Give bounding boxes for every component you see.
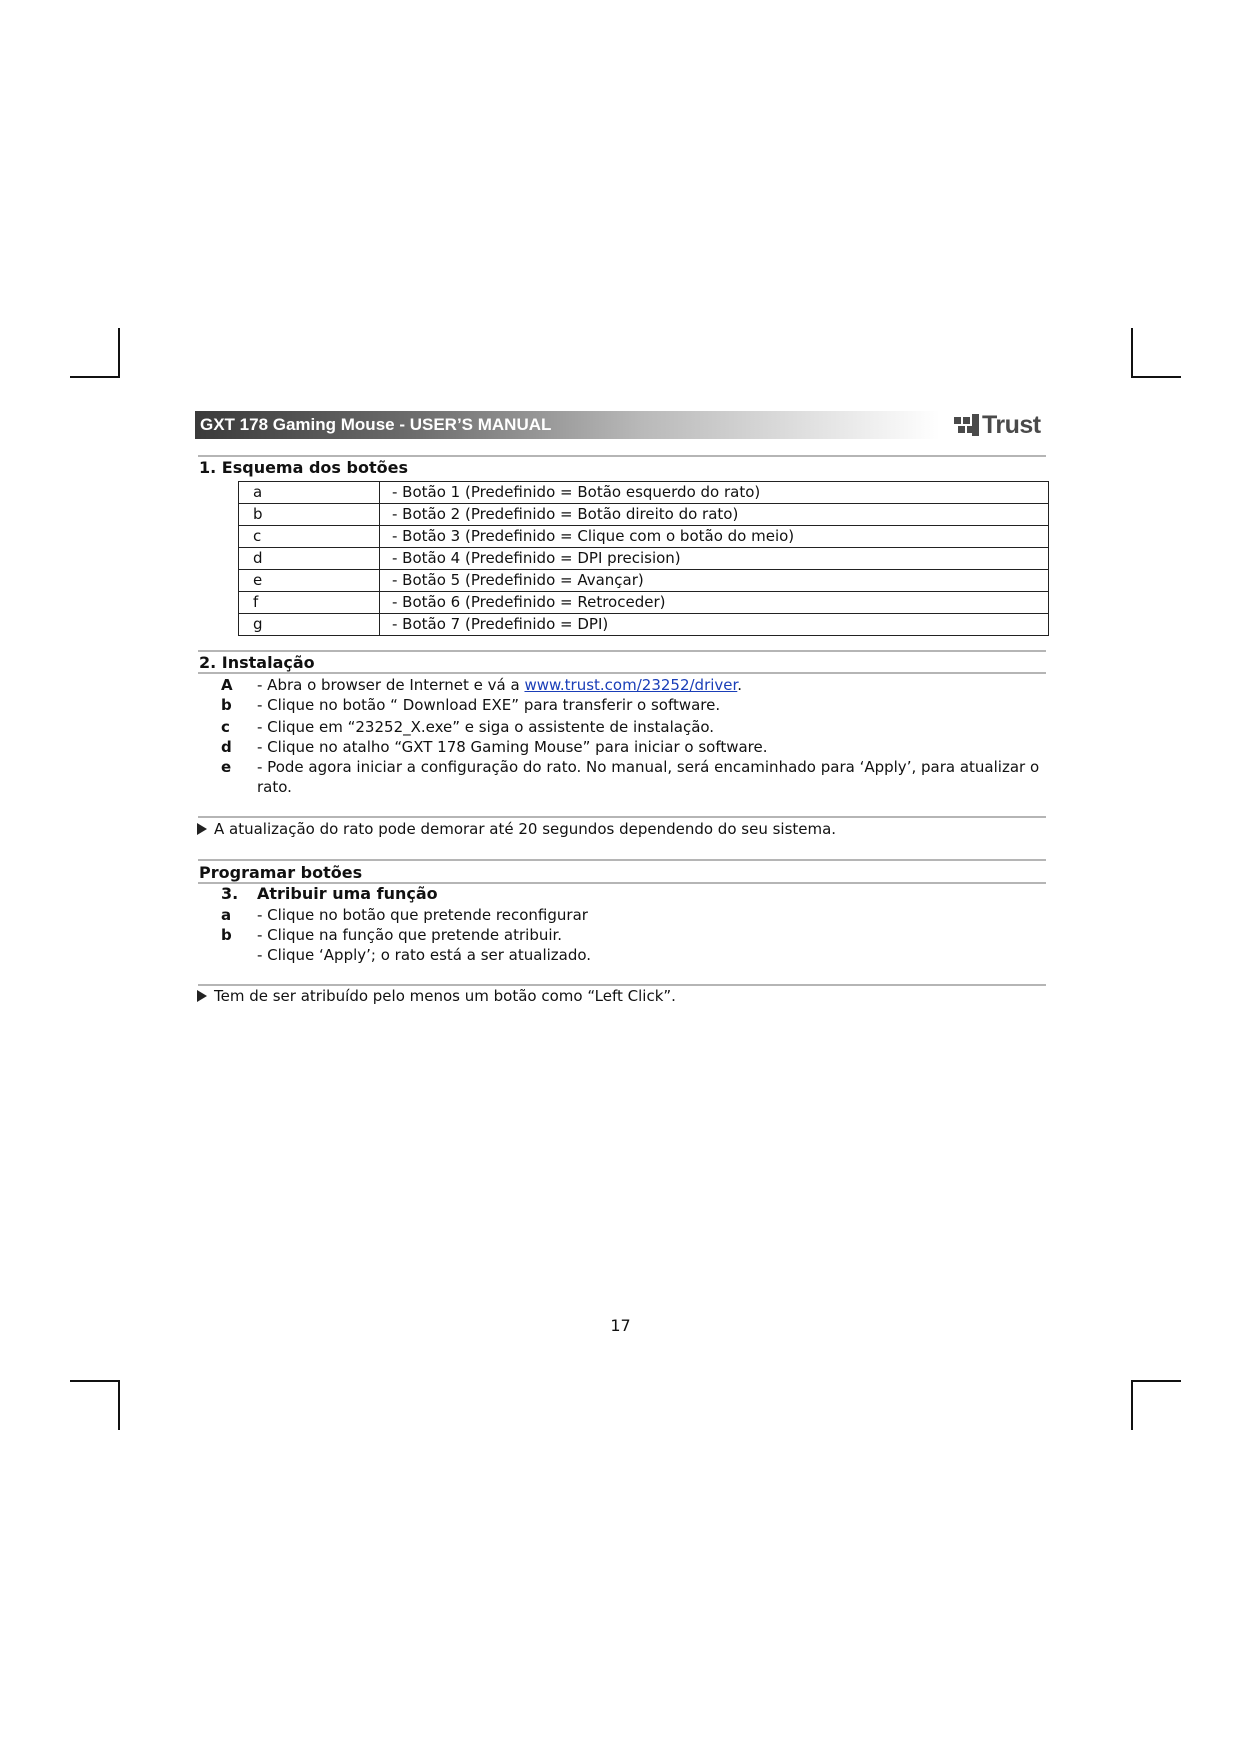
table-cell-key: d (239, 548, 380, 570)
step-key: a (221, 906, 232, 924)
crop-mark-bottom-right (1131, 1380, 1181, 1430)
crop-mark-top-left (70, 328, 120, 378)
table-cell-key: g (239, 614, 380, 636)
table-cell-key: a (239, 482, 380, 504)
crop-mark-bottom-left (70, 1380, 120, 1430)
subsection-heading-assign-function: Atribuir uma função (257, 884, 438, 903)
note-text: Tem de ser atribuído pelo menos um botão como “Left Click”. (214, 987, 676, 1005)
divider (198, 672, 1046, 674)
step-text: - Pode agora iniciar a configuração do rato. No manual, será encaminhado para ‘Apply’, para atualizar o (257, 758, 1040, 776)
arrow-right-icon (197, 990, 207, 1002)
button-layout-table (238, 481, 1049, 636)
section-heading-button-layout: 1. Esquema dos botões (199, 458, 408, 477)
step-text-suffix: . (737, 676, 743, 694)
trust-logo-text: Trust (982, 411, 1041, 439)
step-text: - Clique no atalho “GXT 178 Gaming Mouse” para iniciar o software. (257, 738, 768, 756)
table-row (239, 504, 1049, 526)
table-cell-value: - Botão 3 (Predefinido = Clique com o botão do meio) (380, 526, 1049, 548)
table-cell-key: e (239, 570, 380, 592)
crop-mark-top-right (1131, 328, 1181, 378)
table-cell-key: b (239, 504, 380, 526)
trust-logo-icon (954, 414, 980, 436)
step-text: - Clique em “23252_X.exe” e siga o assistente de instalação. (257, 718, 715, 736)
table-row (239, 570, 1049, 592)
step-key: d (221, 738, 232, 756)
note (197, 987, 676, 1005)
table-cell-value: - Botão 6 (Predefinido = Retroceder) (380, 592, 1049, 614)
step-key: b (221, 926, 232, 944)
step-text: - Clique no botão “ Download EXE” para transferir o software. (257, 696, 721, 714)
table-row (239, 614, 1049, 636)
step-text: - Clique ‘Apply’; o rato está a ser atualizado. (257, 946, 592, 964)
divider (198, 650, 1046, 652)
page-number: 17 (610, 1316, 631, 1335)
subsection-number: 3. (221, 884, 239, 903)
note (197, 820, 836, 838)
step-key: c (221, 718, 230, 736)
table-cell-key: c (239, 526, 380, 548)
trust-logo (954, 410, 1041, 440)
manual-title: GXT 178 Gaming Mouse - USER’S MANUAL (200, 415, 552, 434)
table-cell-value: - Botão 7 (Predefinido = DPI) (380, 614, 1049, 636)
table-cell-key: f (239, 592, 380, 614)
step-text-prefix: - Abra o browser de Internet e vá a (257, 676, 525, 694)
arrow-right-icon (197, 823, 207, 835)
driver-link[interactable]: www.trust.com/23252/driver (524, 676, 738, 694)
step-key: e (221, 758, 232, 776)
table-cell-value: - Botão 5 (Predefinido = Avançar) (380, 570, 1049, 592)
table-row (239, 526, 1049, 548)
section-heading-program-buttons: Programar botões (199, 863, 363, 882)
divider (198, 455, 1046, 457)
note-text: A atualização do rato pode demorar até 20 segundos dependendo do seu sistema. (214, 820, 837, 838)
step-key: b (221, 696, 232, 714)
table-row (239, 592, 1049, 614)
step-text (257, 676, 742, 694)
step-text: - Clique no botão que pretende reconfigurar (257, 906, 588, 924)
table-cell-value: - Botão 4 (Predefinido = DPI precision) (380, 548, 1049, 570)
step-key: A (221, 676, 233, 694)
step-text-continued: rato. (257, 778, 292, 796)
table-cell-value: - Botão 1 (Predefinido = Botão esquerdo do rato) (380, 482, 1049, 504)
divider (198, 984, 1046, 986)
table-row (239, 548, 1049, 570)
table-cell-value: - Botão 2 (Predefinido = Botão direito do rato) (380, 504, 1049, 526)
table-row (239, 482, 1049, 504)
divider (198, 859, 1046, 861)
section-heading-installation: 2. Instalação (199, 653, 315, 672)
step-text: - Clique na função que pretende atribuir. (257, 926, 563, 944)
divider (198, 816, 1046, 818)
